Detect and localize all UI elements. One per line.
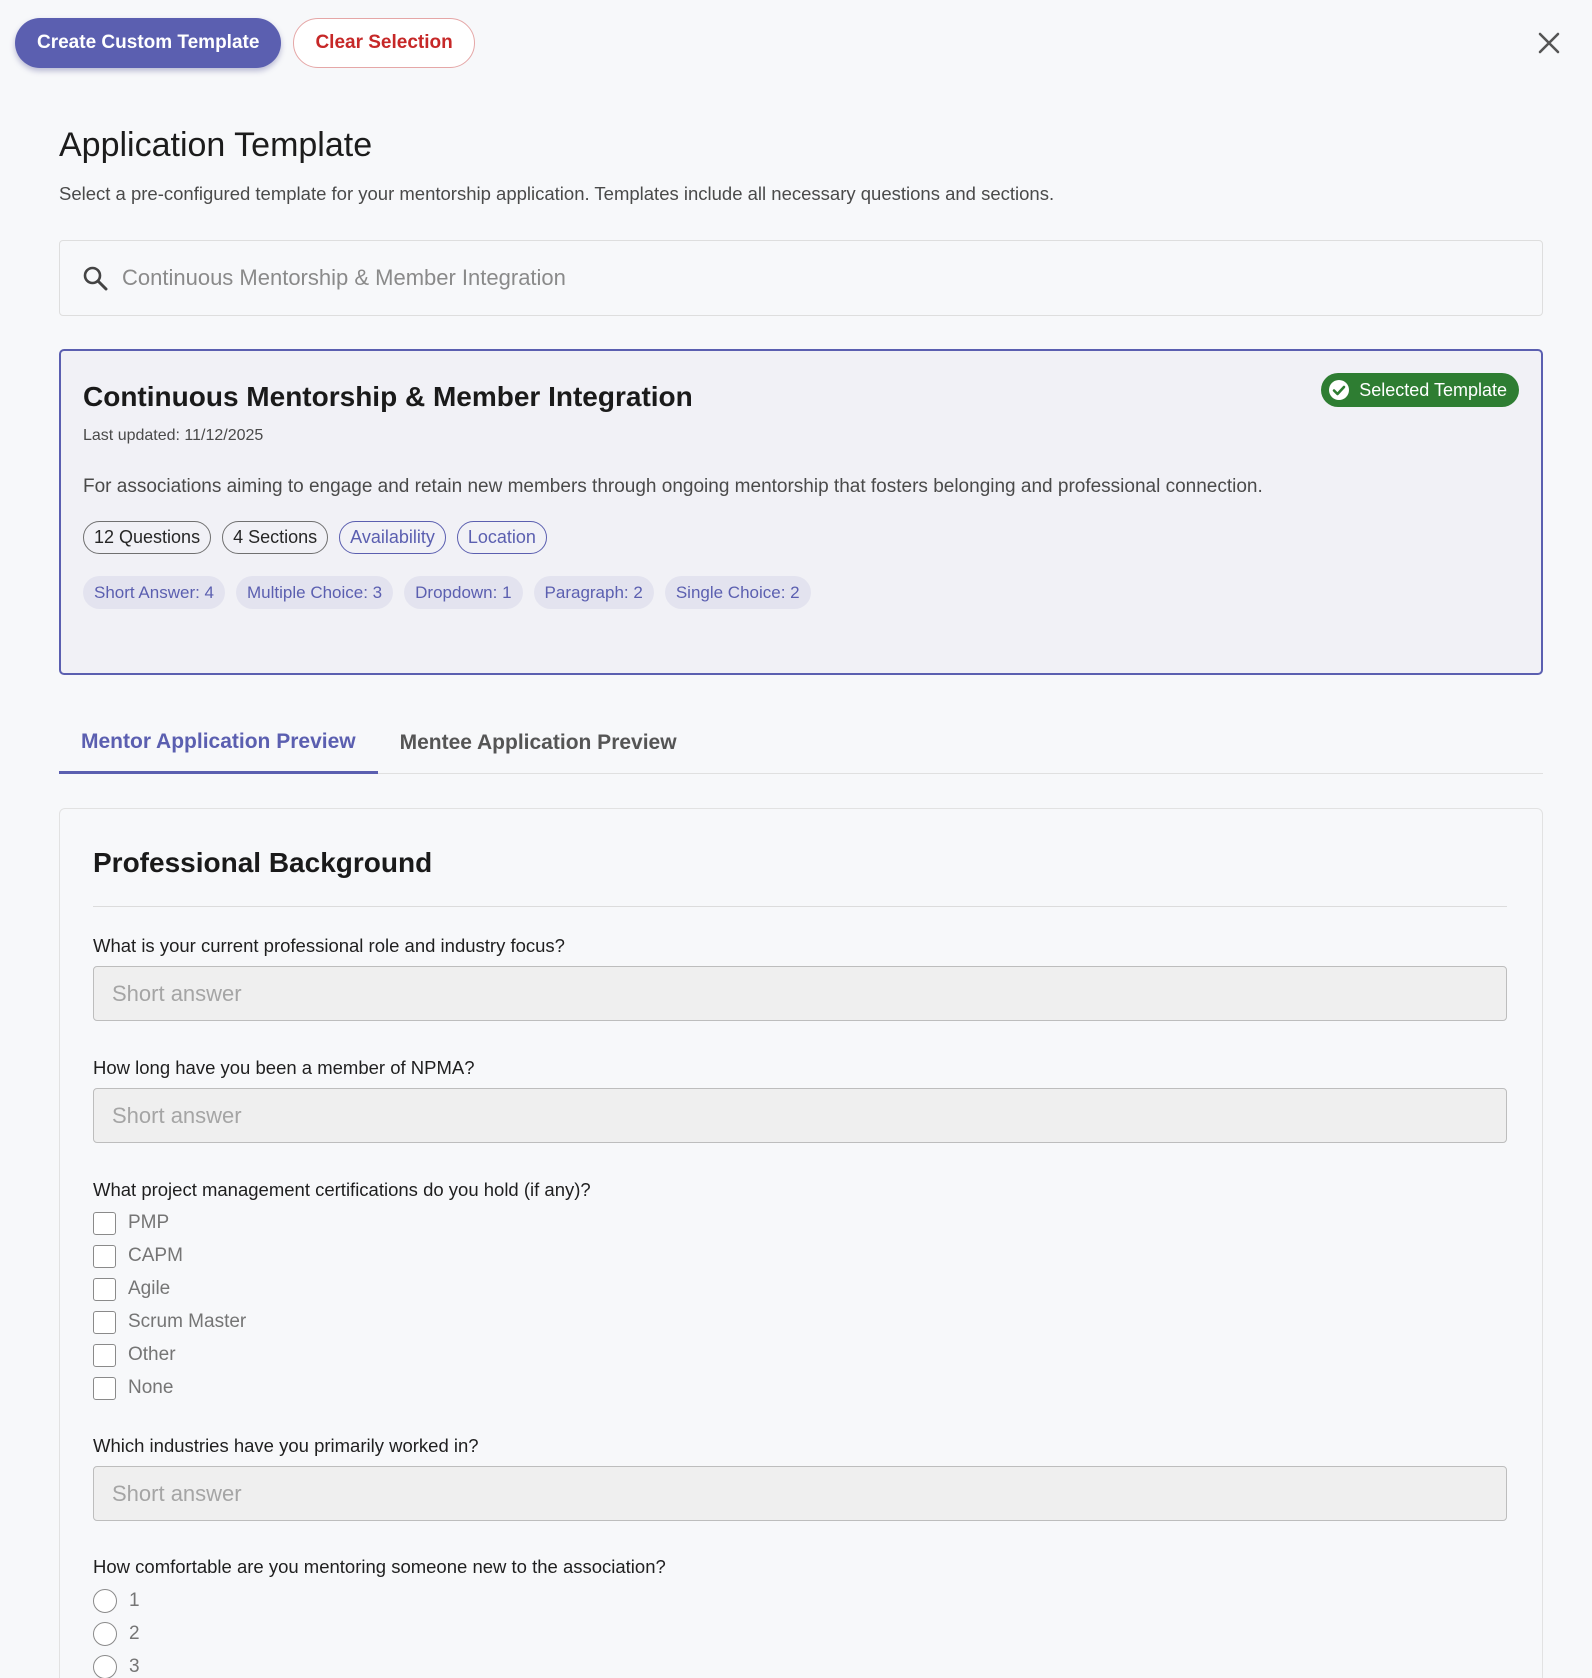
radio-button[interactable]	[93, 1655, 117, 1678]
application-preview	[59, 808, 1543, 1678]
section-divider	[93, 906, 1507, 907]
question-type-counts	[83, 576, 811, 609]
option-label: 2	[129, 1623, 140, 1644]
radio-option[interactable]	[93, 1654, 140, 1678]
checkbox-option[interactable]	[93, 1243, 183, 1269]
short-answer-count: Short Answer: 4	[83, 576, 225, 609]
template-card[interactable]	[59, 349, 1543, 675]
check-circle-icon	[1327, 378, 1351, 402]
selected-template-badge	[1321, 373, 1519, 407]
preview-tabs	[59, 712, 1543, 774]
availability-chip: Availability	[339, 521, 446, 554]
dropdown-count: Dropdown: 1	[404, 576, 522, 609]
page-title: Application Template	[59, 126, 373, 164]
single-choice-count: Single Choice: 2	[665, 576, 811, 609]
checkbox-option[interactable]	[93, 1309, 246, 1335]
question-label: How comfortable are you mentoring someone new to the association?	[93, 1556, 666, 1577]
page-subtitle: Select a pre-configured template for your mentorship application. Templates include all necessary questions and sections.	[59, 183, 1055, 204]
template-title: Continuous Mentorship & Member Integration	[83, 381, 693, 412]
selected-template-label: Selected Template	[1359, 379, 1507, 400]
option-label: Agile	[128, 1278, 171, 1299]
option-label: CAPM	[128, 1245, 183, 1266]
checkbox[interactable]	[93, 1377, 116, 1400]
question-label: Which industries have you primarily worked in?	[93, 1435, 479, 1456]
checkbox-option[interactable]	[93, 1342, 176, 1368]
question-label: How long have you been a member of NPMA?	[93, 1057, 475, 1078]
checkbox-option[interactable]	[93, 1375, 173, 1401]
close-icon	[1537, 31, 1561, 55]
close-button[interactable]	[1534, 28, 1564, 58]
checkbox-option[interactable]	[93, 1210, 169, 1236]
clear-selection-button[interactable]: Clear Selection	[293, 18, 474, 68]
radio-option[interactable]	[93, 1621, 140, 1647]
location-chip: Location	[457, 521, 547, 554]
checkbox[interactable]	[93, 1212, 116, 1235]
radio-button[interactable]	[93, 1622, 117, 1646]
search-box	[59, 240, 1543, 316]
option-label: Other	[128, 1344, 176, 1365]
template-stats	[83, 521, 547, 554]
sections-chip: 4 Sections	[222, 521, 328, 554]
multiple-choice-count: Multiple Choice: 3	[236, 576, 393, 609]
section-title: Professional Background	[93, 847, 433, 878]
radio-button[interactable]	[93, 1589, 117, 1613]
template-updated: Last updated: 11/12/2025	[83, 427, 264, 444]
option-label: Scrum Master	[128, 1311, 247, 1332]
search-icon	[82, 265, 108, 291]
option-label: PMP	[128, 1212, 170, 1233]
option-label: None	[128, 1377, 174, 1398]
short-answer-input[interactable]	[93, 1466, 1507, 1521]
question-label: What is your current professional role and industry focus?	[93, 935, 565, 956]
create-custom-template-button[interactable]: Create Custom Template	[15, 18, 281, 68]
questions-chip: 12 Questions	[83, 521, 211, 554]
search-input[interactable]	[122, 265, 1542, 291]
option-label: 3	[129, 1656, 140, 1677]
checkbox[interactable]	[93, 1344, 116, 1367]
radio-option[interactable]	[93, 1588, 140, 1614]
checkbox[interactable]	[93, 1278, 116, 1301]
checkbox-option[interactable]	[93, 1276, 170, 1302]
toolbar	[15, 18, 475, 68]
tab-mentee-preview[interactable]: Mentee Application Preview	[399, 731, 677, 754]
short-answer-input[interactable]	[93, 966, 1507, 1021]
checkbox[interactable]	[93, 1245, 116, 1268]
paragraph-count: Paragraph: 2	[534, 576, 654, 609]
template-description: For associations aiming to engage and retain new members through ongoing mentorship that fosters belonging and professional connection.	[83, 476, 1263, 497]
short-answer-input[interactable]	[93, 1088, 1507, 1143]
tab-mentor-preview[interactable]: Mentor Application Preview	[59, 712, 378, 774]
option-label: 1	[129, 1590, 140, 1611]
checkbox[interactable]	[93, 1311, 116, 1334]
question-label: What project management certifications do you hold (if any)?	[93, 1179, 591, 1200]
